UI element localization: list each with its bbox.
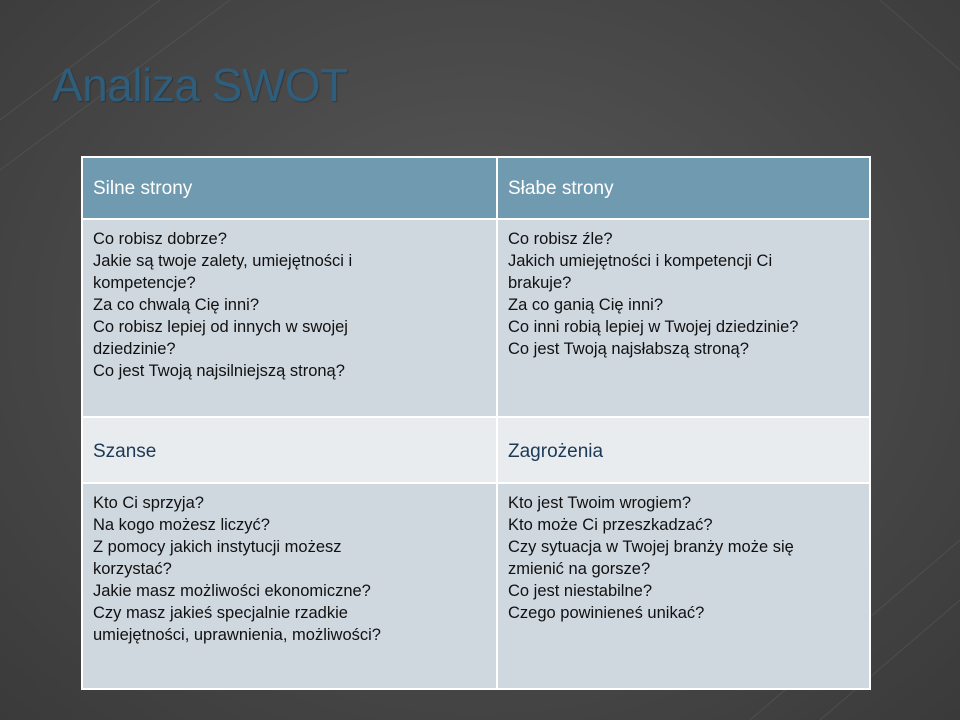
weaknesses-line: Co jest Twoją najsłabszą stroną? (508, 340, 749, 358)
strengths-line: Co jest Twoją najsilniejszą stroną? (93, 362, 345, 380)
strengths-line: kompetencje? (93, 274, 196, 292)
opportunities-cell (82, 483, 497, 689)
strengths-heading: Silne strony (82, 157, 497, 219)
strengths-line: Co robisz lepiej od innych w swojej (93, 318, 348, 336)
weaknesses-line: Co robisz źle? (508, 230, 613, 248)
threats-cell (497, 483, 870, 689)
strengths-line: Za co chwalą Cię inni? (93, 296, 259, 314)
strengths-cell (82, 219, 497, 417)
opportunities-line: korzystać? (93, 560, 172, 578)
slide-title: Analiza SWOT (52, 59, 348, 111)
threats-line: Kto może Ci przeszkadzać? (508, 516, 713, 534)
strengths-weaknesses-row (82, 219, 870, 417)
swot-table (81, 156, 871, 690)
threats-line: Czy sytuacja w Twojej branży może się (508, 538, 794, 556)
opportunities-line: Kto Ci sprzyja? (93, 494, 204, 512)
weaknesses-heading: Słabe strony (497, 157, 870, 219)
weaknesses-cell (497, 219, 870, 417)
opportunities-line: Na kogo możesz liczyć? (93, 516, 270, 534)
threats-line: Kto jest Twoim wrogiem? (508, 494, 692, 512)
strengths-line: Jakie są twoje zalety, umiejętności i (93, 252, 353, 270)
threats-heading: Zagrożenia (497, 417, 870, 483)
weaknesses-line: Co inni robią lepiej w Twojej dziedzinie? (508, 318, 799, 336)
subheader-row (82, 417, 870, 483)
opportunities-heading: Szanse (82, 417, 497, 483)
opportunities-threats-row (82, 483, 870, 689)
weaknesses-line: brakuje? (508, 274, 572, 292)
threats-line: Co jest niestabilne? (508, 582, 653, 600)
threats-line: zmienić na gorsze? (508, 560, 651, 578)
opportunities-line: umiejętności, uprawnienia, możliwości? (93, 626, 381, 644)
opportunities-line: Z pomocy jakich instytucji możesz (93, 538, 342, 556)
strengths-line: dziedzinie? (93, 340, 176, 358)
strengths-line: Co robisz dobrze? (93, 230, 227, 248)
threats-line: Czego powinieneś unikać? (508, 604, 705, 622)
opportunities-line: Jakie masz możliwości ekonomiczne? (93, 582, 371, 600)
weaknesses-line: Jakich umiejętności i kompetencji Ci (508, 252, 773, 270)
opportunities-line: Czy masz jakieś specjalnie rzadkie (93, 604, 348, 622)
weaknesses-line: Za co ganią Cię inni? (508, 296, 664, 314)
header-row (82, 157, 870, 219)
